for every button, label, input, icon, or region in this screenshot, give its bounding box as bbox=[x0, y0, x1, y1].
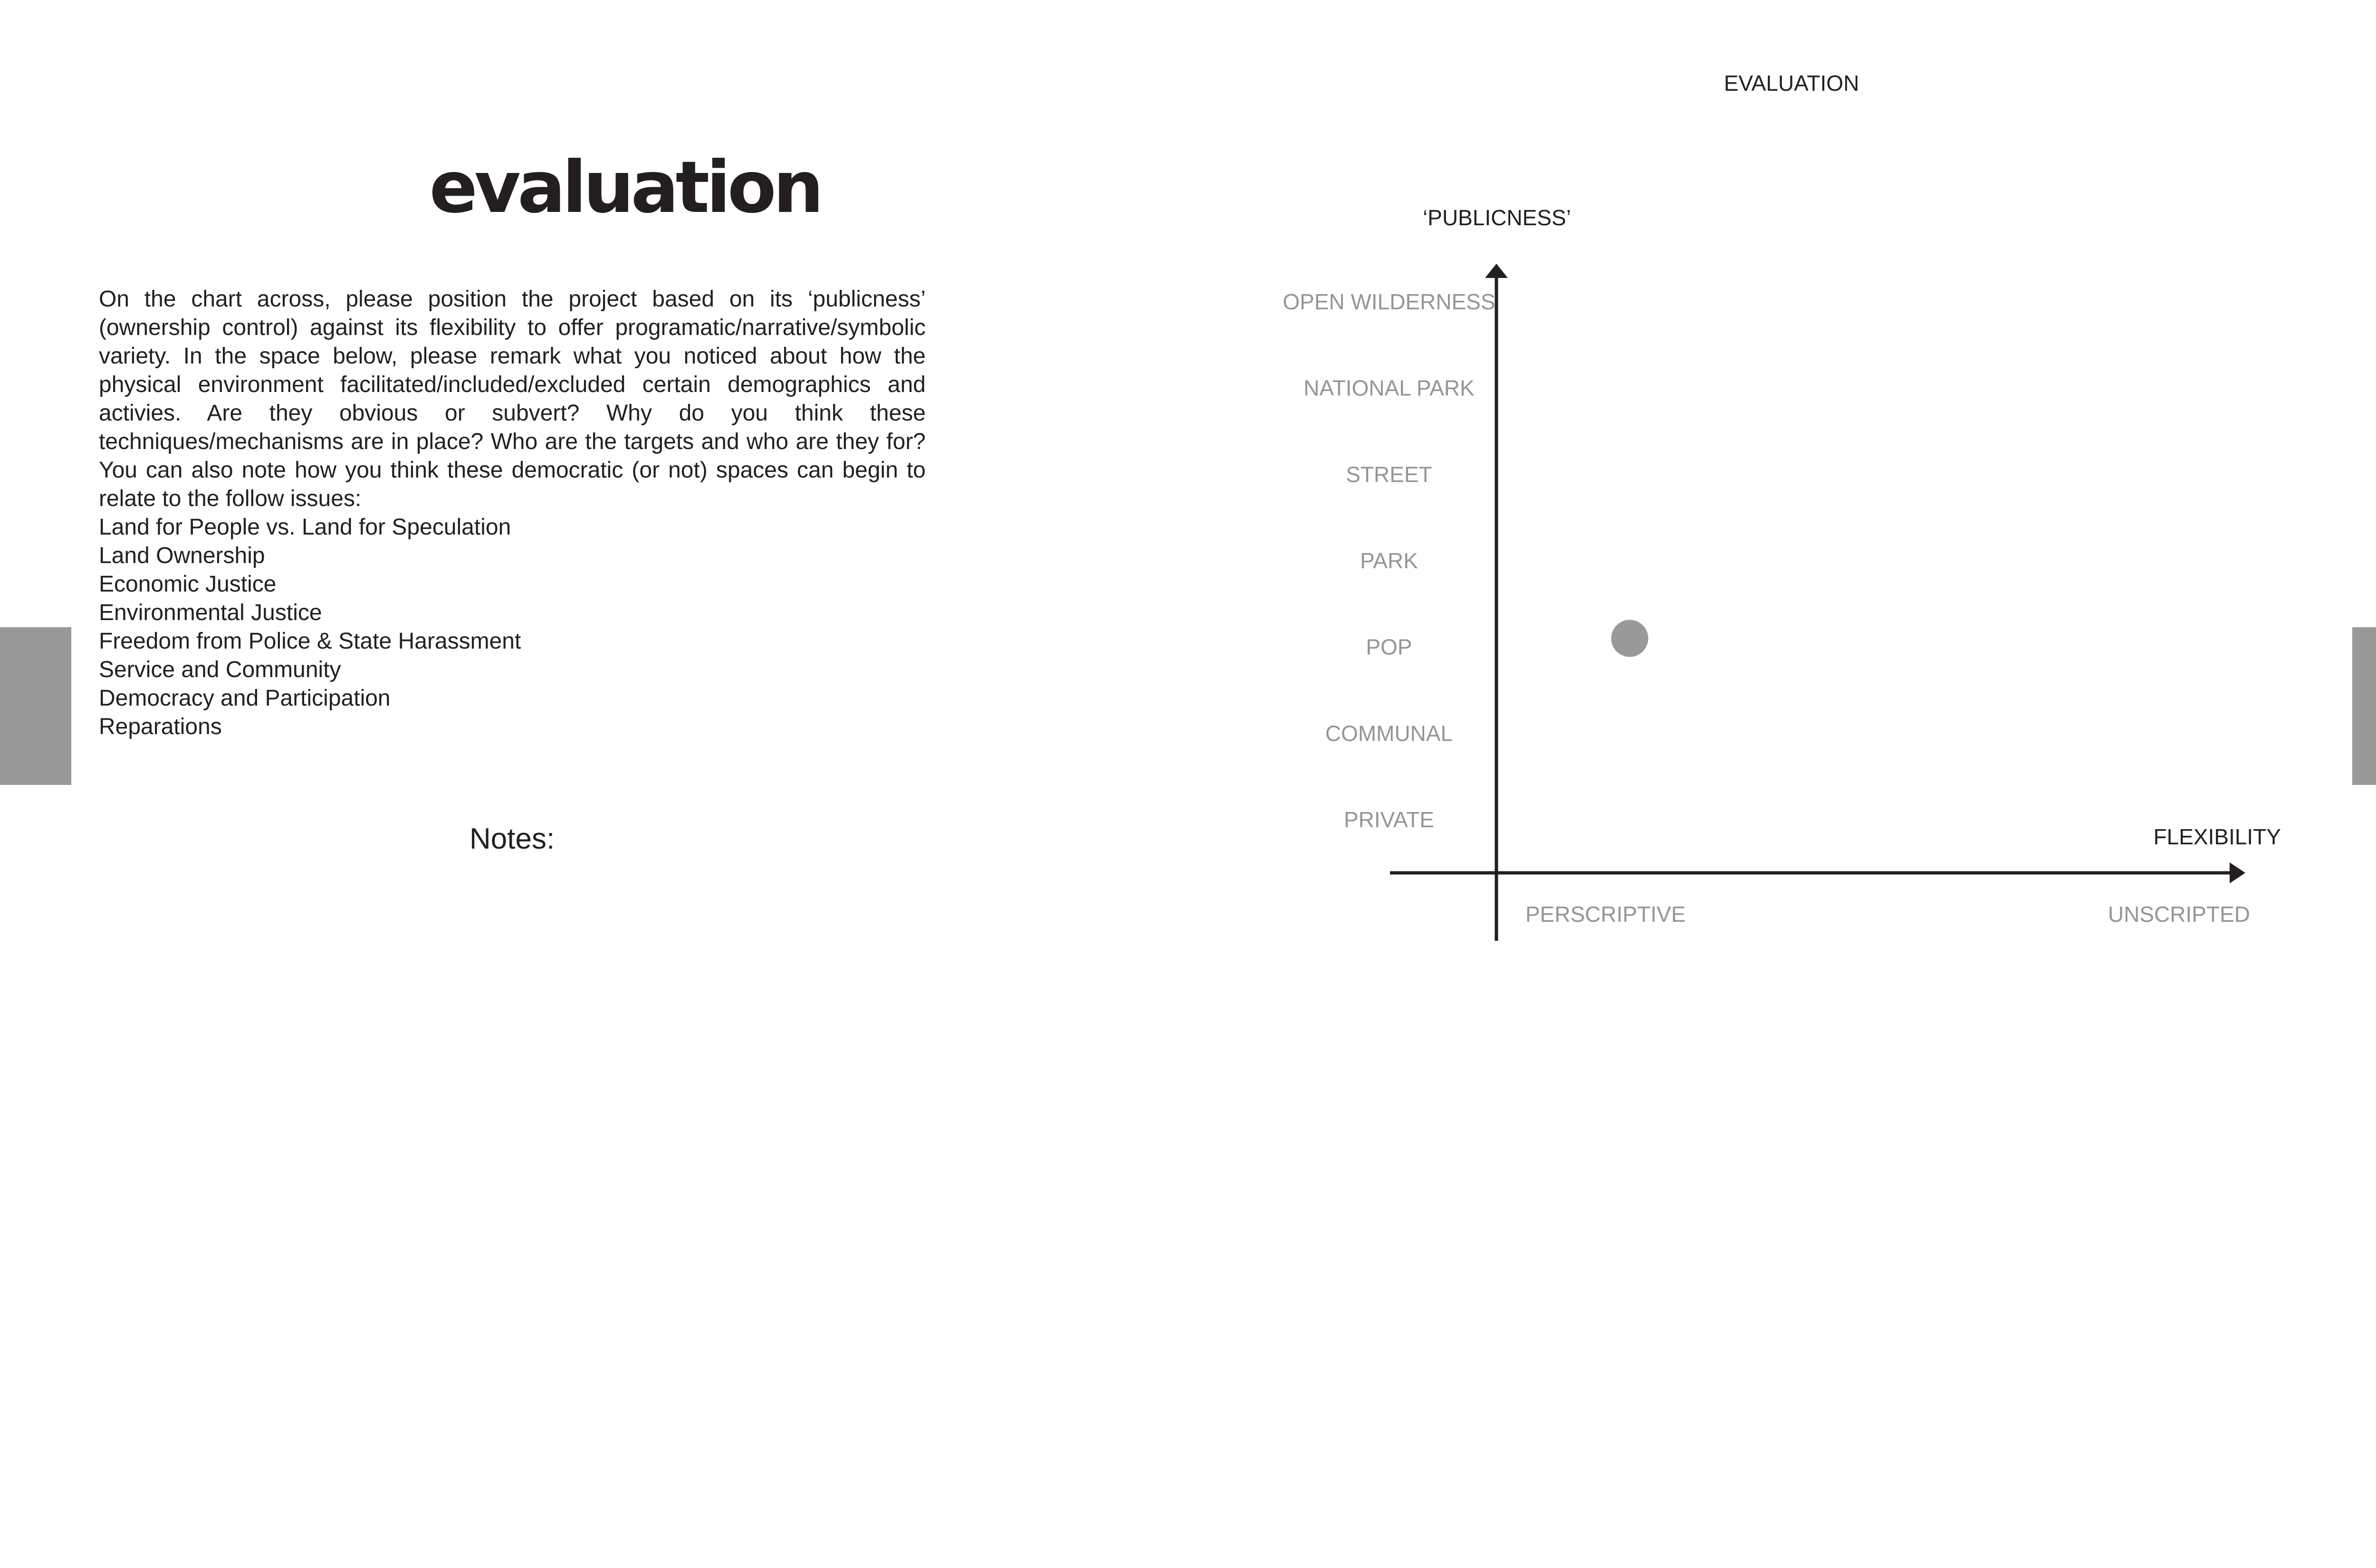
list-item: Land Ownership bbox=[99, 543, 265, 568]
list-item: Democracy and Participation bbox=[99, 686, 391, 711]
list-item: Environmental Justice bbox=[99, 600, 322, 625]
x-tick-label: UNSCRIPTED bbox=[2108, 902, 2250, 927]
data-point-marker bbox=[1611, 620, 1648, 657]
x-axis-label: FLEXIBILITY bbox=[2153, 824, 2281, 849]
list-item: Economic Justice bbox=[99, 572, 277, 597]
list-item: Reparations bbox=[99, 714, 222, 739]
y-tick-label: OPEN WILDERNESS bbox=[1283, 289, 1495, 314]
intro-paragraph: On the chart across, please position the project based on its ‘publicness’ (ownership control) against its flexibility to offer programatic/narrative/symbolic variety. In the space below, please remark what you noticed about how the physical environment facilitated/included/excluded certain demographics and activies. Are they obvious or subvert? Why do you think these techniques/mechanisms are in place? Who are the targets and who are they for? You can also note how you think these democratic (or not) spaces can begin to relate to the follow issues: bbox=[99, 287, 926, 511]
list-item: Service and Community bbox=[99, 657, 341, 682]
data-points bbox=[1611, 620, 1648, 657]
y-axis-label: ‘PUBLICNESS’ bbox=[1423, 205, 1571, 230]
y-tick-label: NATIONAL PARK bbox=[1303, 375, 1475, 401]
x-tick-label: PERSCRIPTIVE bbox=[1525, 902, 1686, 927]
x-axis-arrow-icon bbox=[2230, 862, 2245, 883]
y-tick-label: PRIVATE bbox=[1344, 807, 1434, 832]
y-tick-label: COMMUNAL bbox=[1325, 721, 1453, 746]
y-tick-labels bbox=[1283, 289, 1495, 832]
y-tick-label: PARK bbox=[1360, 548, 1418, 573]
notes-label: Notes: bbox=[469, 822, 555, 855]
x-tick-labels bbox=[1525, 902, 2250, 927]
list-item: Land for People vs. Land for Speculation bbox=[99, 515, 511, 540]
y-tick-label: STREET bbox=[1346, 462, 1432, 487]
y-tick-label: POP bbox=[1366, 634, 1412, 660]
section-header-label: EVALUATION bbox=[1724, 71, 1859, 96]
page-title: evaluation bbox=[429, 146, 821, 229]
y-axis-arrow-icon bbox=[1485, 264, 1508, 278]
list-item: Freedom from Police & State Harassment bbox=[99, 629, 521, 654]
